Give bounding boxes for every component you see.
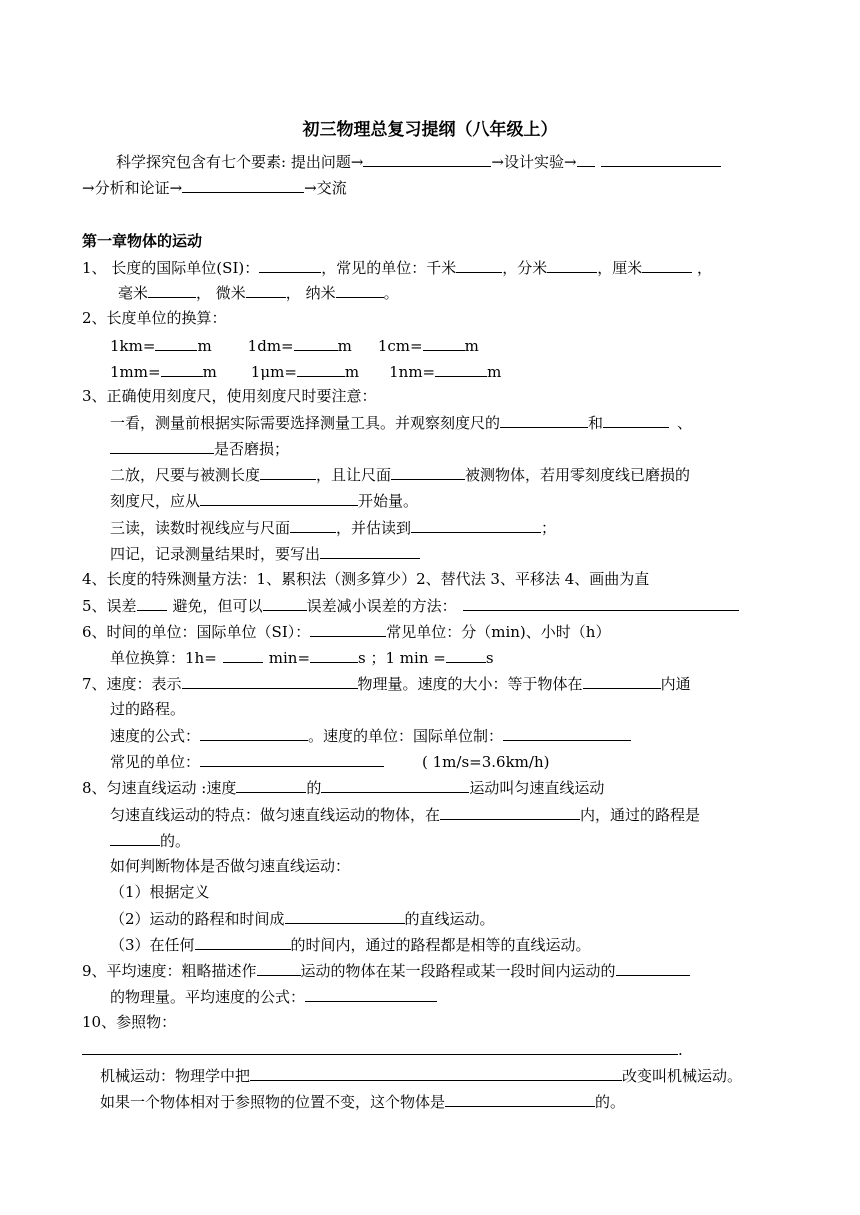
blank bbox=[577, 151, 595, 167]
item-6-line-1 bbox=[82, 621, 610, 642]
text: 单位换算：1h= bbox=[110, 649, 217, 667]
blank bbox=[200, 725, 308, 741]
intro-line-1 bbox=[116, 151, 721, 172]
text: 改变叫机械运动。 bbox=[622, 1067, 743, 1085]
text: 运动叫匀速直线运动 bbox=[469, 779, 605, 797]
blank bbox=[259, 257, 321, 273]
item-7-line-3 bbox=[110, 725, 631, 746]
item-4: 4、长度的特殊测量方法：1、累积法（测多算少）2、替代法 3、平移法 4、画曲为直 bbox=[82, 570, 650, 588]
blank bbox=[503, 725, 631, 741]
text: m bbox=[344, 363, 360, 381]
item-3-line-4 bbox=[110, 490, 418, 511]
blank bbox=[445, 1091, 595, 1107]
blank bbox=[310, 621, 386, 637]
text: m bbox=[197, 337, 212, 355]
text: 一看，测量前根据实际需要选择测量工具。并观察刻度尺的 bbox=[110, 414, 501, 432]
text: 匀速直线运动的特点：做匀速直线运动的物体，在 bbox=[110, 806, 441, 824]
blank bbox=[310, 647, 358, 663]
text: 5、误差 bbox=[82, 597, 137, 615]
intro-text-d: →交流 bbox=[304, 179, 347, 197]
item-8-line-2 bbox=[110, 804, 700, 825]
text: 。速度的单位：国际单位制： bbox=[308, 727, 504, 745]
blank bbox=[195, 934, 291, 950]
text: 机械运动：物理学中把 bbox=[100, 1067, 251, 1085]
item-1-line-1 bbox=[82, 257, 712, 278]
text: 1km= bbox=[110, 337, 156, 355]
text: ( 1m/s=3.6km/h) bbox=[422, 753, 550, 771]
text: 内，通过的路程是 bbox=[580, 806, 701, 824]
item-8-line-7 bbox=[110, 934, 591, 955]
text: m bbox=[487, 363, 502, 381]
text: 7、速度：表示 bbox=[82, 675, 182, 693]
blank bbox=[583, 673, 661, 689]
text: 的。 bbox=[595, 1093, 626, 1111]
chapter-heading: 第一章物体的运动 bbox=[82, 232, 203, 250]
text: 、 bbox=[677, 414, 693, 432]
text: 三读，读数时视线应与尺面 bbox=[110, 519, 291, 537]
item-2-row-2 bbox=[110, 361, 501, 382]
blank bbox=[110, 830, 160, 846]
item-7-line-2: 过的路程。 bbox=[110, 700, 186, 718]
text: m bbox=[337, 337, 352, 355]
blank bbox=[200, 751, 384, 767]
text: m bbox=[202, 363, 217, 381]
blank bbox=[236, 777, 306, 793]
item-7-line-4 bbox=[110, 751, 549, 772]
document-title: 初三物理总复习提纲（八年级上） bbox=[302, 120, 558, 140]
item-8-line-5: （1）根据定义 bbox=[110, 883, 210, 901]
item-3-line-3 bbox=[110, 464, 690, 485]
blank bbox=[110, 438, 214, 454]
text: 如果一个物体相对于参照物的位置不变，这个物体是 bbox=[100, 1093, 446, 1111]
text: 常见单位：分（min)、小时（h） bbox=[386, 623, 611, 641]
blank bbox=[446, 647, 486, 663]
blank bbox=[294, 335, 338, 351]
blank bbox=[161, 361, 203, 377]
blank bbox=[391, 464, 465, 480]
text: （2）运动的路程和时间成 bbox=[110, 910, 285, 928]
blank bbox=[411, 517, 541, 533]
item-8-line-3 bbox=[110, 830, 190, 851]
blank bbox=[363, 151, 491, 167]
blank bbox=[250, 1065, 622, 1081]
intro-text-b: →设计实验→ bbox=[491, 153, 577, 171]
blank bbox=[616, 960, 690, 976]
text: ， bbox=[692, 259, 713, 277]
blank bbox=[246, 282, 286, 298]
text: ； bbox=[541, 519, 557, 537]
text: m bbox=[464, 337, 479, 355]
text: 1dm= bbox=[247, 337, 294, 355]
text: . bbox=[678, 1041, 683, 1059]
text: 物理量。速度的大小：等于物体在 bbox=[357, 675, 583, 693]
blank bbox=[82, 1039, 678, 1055]
blank bbox=[155, 335, 197, 351]
text: 四记，记录测量结果时，要写出 bbox=[110, 545, 321, 563]
blank bbox=[263, 595, 307, 611]
item-3-line-5 bbox=[110, 517, 556, 538]
text: 的时间内，通过的路程都是相等的直线运动。 bbox=[290, 936, 591, 954]
blank bbox=[463, 595, 739, 611]
intro-text-a: 科学探究包含有七个要素: 提出问题→ bbox=[116, 153, 364, 171]
item-6-line-2 bbox=[110, 647, 494, 668]
text: 的物理量。平均速度的公式： bbox=[110, 988, 306, 1006]
blank bbox=[601, 151, 721, 167]
text: 1、 长度的国际单位(SI)： bbox=[82, 259, 260, 277]
blank bbox=[305, 986, 437, 1002]
text: 运动的物体在某一段路程或某一段时间内运动的 bbox=[300, 962, 616, 980]
text: 误差减小误差的方法： bbox=[306, 597, 457, 615]
text: 速度的公式： bbox=[110, 727, 201, 745]
blank bbox=[456, 257, 502, 273]
item-7-line-1 bbox=[82, 673, 691, 694]
text: 是否磨损； bbox=[214, 440, 290, 458]
text: 1nm= bbox=[389, 363, 436, 381]
item-3-line-2 bbox=[110, 438, 289, 459]
item-10-blank-line bbox=[82, 1039, 683, 1060]
text: 开始量。 bbox=[358, 492, 419, 510]
blank bbox=[642, 257, 692, 273]
item-3-line-6 bbox=[110, 543, 420, 564]
text: 避免，但可以 bbox=[172, 597, 263, 615]
blank bbox=[148, 282, 196, 298]
blank bbox=[547, 257, 597, 273]
text: 毫米 bbox=[118, 284, 149, 302]
text: （3）在任何 bbox=[110, 936, 195, 954]
text: 1μm= bbox=[250, 363, 297, 381]
text: 和 bbox=[588, 414, 604, 432]
text: ，且让尺面 bbox=[316, 466, 392, 484]
item-8-line-4: 如何判断物体是否做匀速直线运动： bbox=[110, 857, 351, 875]
item-2-heading: 2、长度单位的换算： bbox=[82, 309, 227, 327]
blank bbox=[257, 960, 301, 976]
text: 刻度尺，应从 bbox=[110, 492, 201, 510]
text: 。 bbox=[383, 284, 399, 302]
text: 被测物体，若用零刻度线已磨损的 bbox=[465, 466, 691, 484]
text: 的直线运动。 bbox=[404, 910, 495, 928]
blank bbox=[440, 804, 580, 820]
blank bbox=[260, 464, 316, 480]
item-3-heading: 3、正确使用刻度尺，使用刻度尺时要注意： bbox=[82, 387, 377, 405]
text: 的 bbox=[306, 779, 322, 797]
text: 9、平均速度：粗略描述作 bbox=[82, 962, 257, 980]
text: ， 纳米 bbox=[285, 284, 336, 302]
intro-text-c: →分析和论证→ bbox=[82, 179, 183, 197]
item-1-line-2 bbox=[118, 282, 399, 303]
blank bbox=[297, 361, 345, 377]
blank bbox=[182, 177, 304, 193]
blank bbox=[285, 908, 405, 924]
text: 1mm= bbox=[110, 363, 161, 381]
text: ， 微米 bbox=[196, 284, 246, 302]
blank bbox=[500, 412, 588, 428]
item-9-line-2 bbox=[110, 986, 437, 1007]
blank bbox=[423, 335, 465, 351]
text: 1cm= bbox=[377, 337, 423, 355]
text: ，分米 bbox=[502, 259, 548, 277]
item-10-line-3 bbox=[100, 1091, 625, 1112]
text: 8、匀速直线运动 :速度 bbox=[82, 779, 237, 797]
blank bbox=[336, 282, 384, 298]
intro-line-2 bbox=[82, 177, 347, 198]
blank bbox=[200, 490, 358, 506]
item-9-line-1 bbox=[82, 960, 690, 981]
item-8-line-1 bbox=[82, 777, 604, 798]
blank bbox=[321, 777, 469, 793]
item-10-line-2 bbox=[100, 1065, 742, 1086]
blank bbox=[603, 412, 669, 428]
text: ，并估读到 bbox=[336, 519, 412, 537]
text: min= bbox=[268, 649, 311, 667]
item-10-heading: 10、参照物： bbox=[82, 1013, 177, 1031]
text: 二放，尺要与被测长度 bbox=[110, 466, 261, 484]
blank bbox=[435, 361, 487, 377]
blank bbox=[182, 673, 358, 689]
text: 的。 bbox=[160, 832, 191, 850]
text: 6、时间的单位：国际单位（SI）： bbox=[82, 623, 311, 641]
item-5 bbox=[82, 595, 739, 616]
blank bbox=[320, 543, 420, 559]
blank bbox=[223, 647, 263, 663]
item-8-line-6 bbox=[110, 908, 495, 929]
text: ，厘米 bbox=[597, 259, 643, 277]
text: s bbox=[485, 649, 494, 667]
blank bbox=[290, 517, 336, 533]
text: 常见的单位： bbox=[110, 753, 201, 771]
item-3-line-1 bbox=[110, 412, 692, 433]
text: ，常见的单位：千米 bbox=[321, 259, 457, 277]
blank bbox=[137, 595, 167, 611]
text: s ；1 min = bbox=[358, 649, 446, 667]
item-2-row-1 bbox=[110, 335, 479, 356]
text: 内通 bbox=[660, 675, 691, 693]
